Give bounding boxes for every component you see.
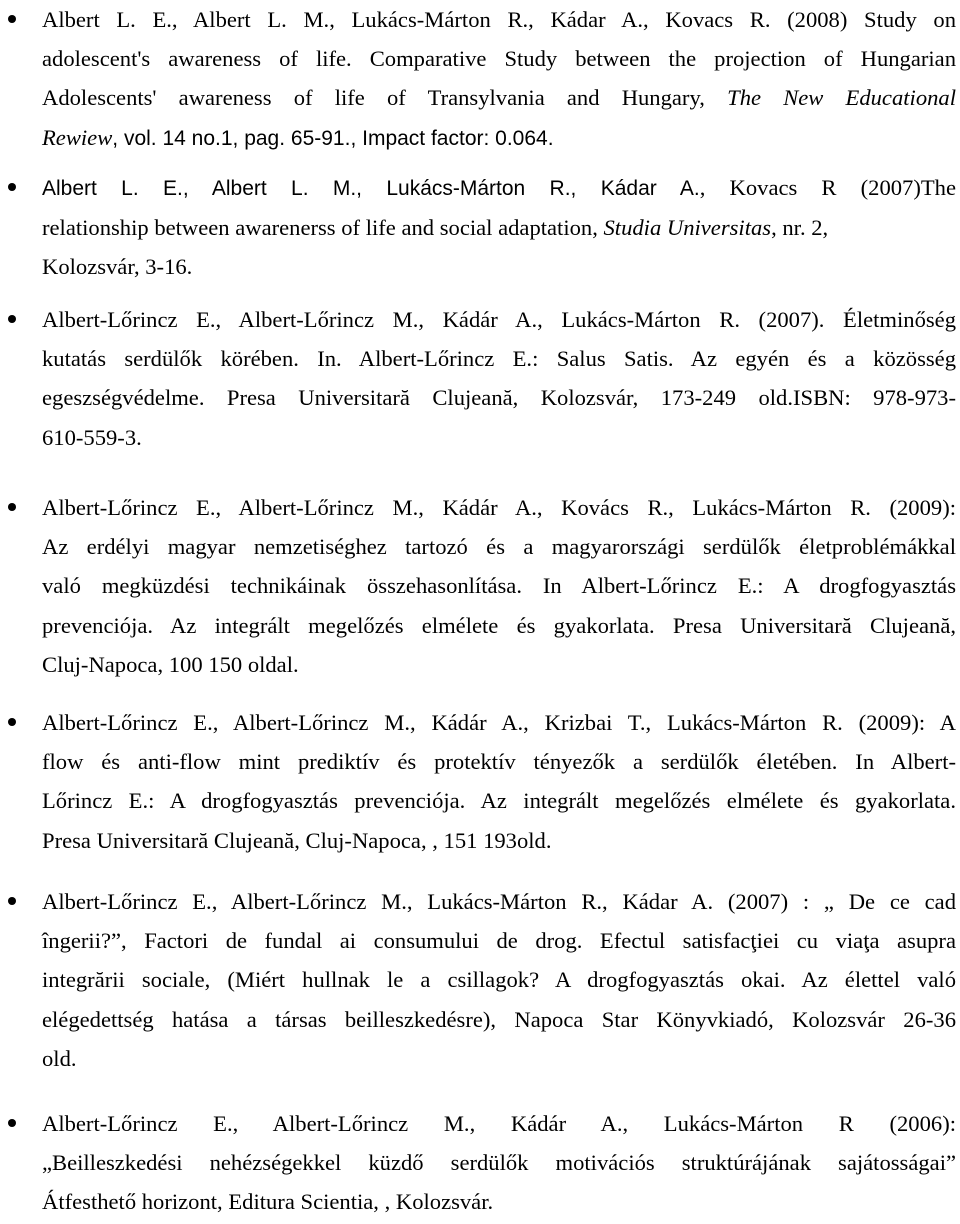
reference-line xyxy=(42,168,956,208)
journal-title: Rewiew xyxy=(42,124,113,150)
reference-item xyxy=(42,300,956,457)
reference-line: Cluj-Napoca, 100 150 oldal. xyxy=(42,651,299,677)
reference-line: Az erdélyi magyar nemzetiséghez tartozó és a magyarországi serdülők életproblémákkal xyxy=(42,534,956,560)
reference-line: adolescent's awareness of life. Comparative Study between the projection of Hungarian xyxy=(42,46,956,72)
reference-text: Albert L. E., Albert L. M., Lukács-Márton R., Kádar A. xyxy=(42,177,700,200)
reference-line: egeszségvédelme. Presa Universitară Clujeană, Kolozsvár, 173-249 old.ISBN: 978-973- xyxy=(42,385,956,411)
reference-line xyxy=(42,118,956,158)
reference-text: , nr. 2, xyxy=(771,215,829,241)
reference-text: , vol. 14 no.1, pag. 65-91., Impact factor: 0.064. xyxy=(112,126,554,150)
reference-line: Lőrincz E.: A drogfogyasztás prevenciója. Az integrált megelőzés elmélete és gyakorlata. xyxy=(42,788,956,814)
reference-item xyxy=(42,0,956,158)
reference-line: prevenciója. Az integrált megelőzés elmélete és gyakorlata. Presa Universitară Clujeană, xyxy=(42,612,956,638)
reference-line: Presa Universitară Clujeană, Cluj-Napoca, , 151 193old. xyxy=(42,827,552,853)
reference-line: integrării sociale, (Miért hullnak le a csillagok? A drogfogyasztás okai. Az élettel való xyxy=(42,967,956,993)
reference-line: való megküzdési technikáinak összehasonlítása. In Albert-Lőrincz E.: A drogfogyasztás xyxy=(42,573,956,599)
reference-line: Albert-Lőrincz E., Albert-Lőrincz M., Kádár A., Krizbai T., Lukács-Márton R. (2009): A xyxy=(42,710,956,735)
reference-item xyxy=(42,703,956,860)
reference-line: îngerii?”, Factori de fundal ai consumului de drog. Efectul satisfacţiei cu viaţa asupra xyxy=(42,928,956,954)
reference-line: Albert L. E., Albert L. M., Lukács-Márton R., Kádar A., Kovacs R. (2008) Study on xyxy=(42,7,956,32)
journal-title: The New Educational xyxy=(727,85,956,111)
reference-line: flow és anti-flow mint prediktív és protektív tényezők a serdülők életében. In Albert- xyxy=(42,749,956,775)
reference-line: elégedettség hatása a társas beilleszkedésre), Napoca Star Könyvkiadó, Kolozsvár 26-36 xyxy=(42,1006,956,1032)
journal-title: Studia Universitas xyxy=(603,215,772,241)
reference-line xyxy=(42,78,956,117)
reference-item xyxy=(42,168,956,287)
reference-line xyxy=(42,208,956,247)
reference-line: Albert-Lőrincz E., Albert-Lőrincz M., Lukács-Márton R., Kádar A. (2007) : „ De ce cad xyxy=(42,889,956,914)
reference-line: Albert-Lőrincz E., Albert-Lőrincz M., Kádár A., Kovács R., Lukács-Márton R. (2009): xyxy=(42,495,956,520)
reference-line: 610-559-3. xyxy=(42,424,142,450)
reference-line: Albert-Lőrincz E., Albert-Lőrincz M., Kádár A., Lukács-Márton R. (2007). Életminőség xyxy=(42,307,956,332)
reference-line: Átfesthető horizont, Editura Scientia, , Kolozsvár. xyxy=(42,1189,494,1215)
reference-line: kutatás serdülők körében. In. Albert-Lőrincz E.: Salus Satis. Az egyén és a közösség xyxy=(42,346,956,372)
reference-item xyxy=(42,1104,956,1222)
reference-line: Albert-Lőrincz E., Albert-Lőrincz M., Kádár A., Lukács-Márton R (2006): xyxy=(42,1111,956,1136)
reference-item xyxy=(42,488,956,684)
reference-line: Kolozsvár, 3-16. xyxy=(42,254,193,280)
reference-text: , Kovacs R (2007)The xyxy=(699,175,956,200)
reference-line: „Beilleszkedési nehézségekkel küzdő serdülők motivációs struktúrájának sajátosságai” xyxy=(42,1150,956,1176)
reference-line: old. xyxy=(42,1045,77,1071)
reference-text: Adolescents' awareness of life of Transylvania and Hungary, xyxy=(42,85,705,111)
reference-item xyxy=(42,882,956,1078)
reference-text: relationship between awarenerss of life and social adaptation, xyxy=(42,215,598,241)
